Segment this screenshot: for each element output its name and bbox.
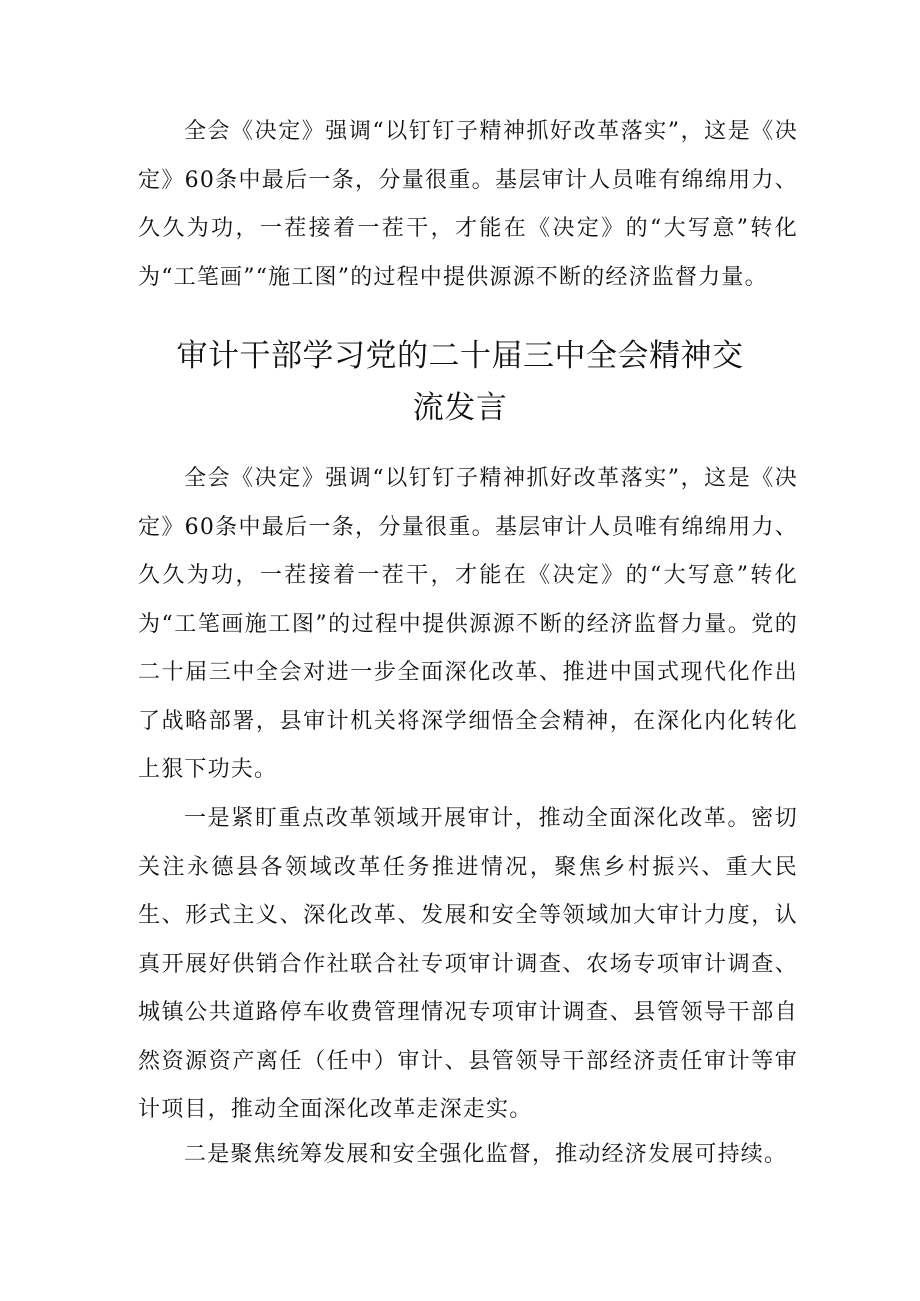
body-paragraph-1: 全会《决定》强调“以钉钉子精神抓好改革落实”，这是《决定》60条中最后一条，分量很重。基层审计人员唯有绵绵用力、久久为功，一茬接着一茬干，才能在《决定》的“大写意”转化为“工笔画施工图”的过程中提供源源不断的经济监督力量。党的二十届三中全会对进一步全面深化改革、推进中国式现代化作出了战略部署，县审计机关将深学细悟全会精神，在深化内化转化上狠下功夫。 [138, 466, 798, 782]
title-line-1: 审计干部学习党的二十届三中全会精神交 [176, 338, 744, 374]
intro-paragraph: 全会《决定》强调“以钉钉子精神抓好改革落实”，这是《决定》60条中最后一条，分量很重。基层审计人员唯有绵绵用力、久久为功，一茬接着一茬干，才能在《决定》的“大写意”转化为“工笔画”“施工图”的过程中提供源源不断的经济监督力量。 [138, 119, 798, 290]
body-paragraph-3: 二是聚焦统筹发展和安全强化监督，推动经济发展可持续。 [184, 1142, 788, 1167]
body-paragraph-2: 一是紧盯重点改革领域开展审计，推动全面深化改革。密切关注永德县各领域改革任务推进情况，聚焦乡村振兴、重大民生、形式主义、深化改革、发展和安全等领域加大审计力度，认真开展好供销合作社联合社专项审计调查、农场专项审计调查、城镇公共道路停车收费管理情况专项审计调查、县管领导干部自然资源资产离任（任中）审计、县管领导干部经济责任审计等审计项目，推动全面深化改革走深走实。 [138, 806, 798, 1122]
document-title [138, 330, 782, 434]
title-line-2: 流发言 [412, 390, 508, 426]
